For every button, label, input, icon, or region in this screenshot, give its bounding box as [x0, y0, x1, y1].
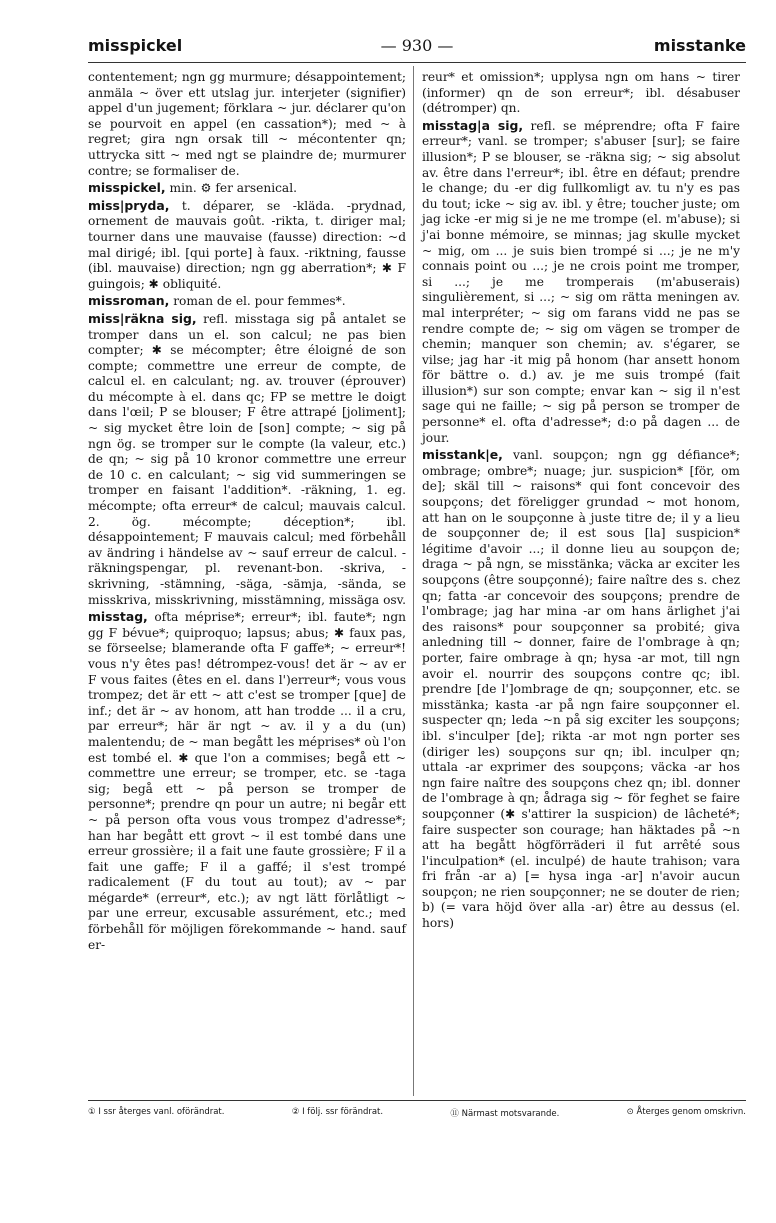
entry-lemma: miss|pryda,	[88, 197, 170, 213]
entry-text: contentement; ngn gg murmure; désappointement; anmäla ~ över ett utslag jur. interjeter (signifier) appel d'un jugement; förklara ~ jur. déclarer qu'on se pourvoit en appel (en cassation*); med ~ à regret; gira ngn orsak till ~ mécontenter qn; uttrycka sitt ~ med ngt se plaindre de; murmurer contre; se formaliser de.	[88, 70, 406, 178]
left-column	[88, 70, 406, 953]
dictionary-entry	[88, 311, 406, 608]
column-divider	[413, 66, 414, 1096]
page-number: — 930 —	[380, 36, 454, 55]
dictionary-entry	[88, 198, 406, 293]
entry-text: min. ⚙ fer arsenical.	[169, 181, 297, 196]
entry-text: refl. se méprendre; ofta F faire erreur*; vanl. se tromper; s'abuser [sur]; se faire illusion*; P se blouser, se -räkna sig; ~ sig absolut av. être dans l'erreur*; ibl. être en défaut; prendre le change; du -er dig fullkomligt av. tu n'y es pas du tout; icke ~ sig av. ibl. y être; toucher juste; om jag icke -er mig si je ne me trompe (el. m'abuse); si j'ai bonne mémoire, se minnas; jag skulle mycket ~ mig, om ... je suis bien trompé si ...; je ne m'y connais point ou ...; je ne crois point me tromper, si ...; je me tromperais (m'abuserais) singulièrement, si ...; ~ sig om rätta meningen av. mal interpréter; ~ sig om farans vidd ne pas se rendre compte de; ~ sig om vägen se tromper de chemin; manquer son chemin; av. s'égarer, se vilse; jag har -it mig på honom (har ansett honom för bättre o. d.) av. je me suis trompé (fait illusion*) sur son compte; envar kan ~ sig il n'est sage qui ne faille; ~ sig på person se tromper de personne* el. ofta d'adresse*; d:o på dagen ... de jour.	[422, 118, 741, 445]
footnote-changed: ② I följ. ssr förändrat.	[291, 1107, 384, 1117]
footnote-unchanged: ① I ssr återges vanl. oförändrat.	[88, 1107, 225, 1117]
dictionary-entry	[88, 293, 406, 310]
entry-text: vanl. soupçon; ngn gg défiance*; ombrage; ombre*; nuage; jur. suspicion* [för, om de]; skäl till ~ raisons* qui font concevoir des soupçons; det föreligger grundad ~ mot honom, att han on le soupçonne à juste titre de; il y a lieu de soupçonner de; il est sous [la] suspicion* légitime d'avoir ...; il donne lieu au soupçon de; draga ~ på ngn, se misstänka; väcka ar exciter les soupçons (être soupçonné); faire naître des s. chez qn; fatta -ar concevoir des soupçons; prendre de l'ombrage; jag har mina -ar om hans ärlighet j'ai des raisons* pour soupçonner sa probité; giva anledning till ~ donner, faire de l'ombrage à qn; porter, faire ombrage à qn; hysa -ar mot, till ngn avoir el. nourrir des soupçons contre qc; ibl. prendre [de l']ombrage de qn; soupçonner, etc. se misstänka; kasta -ar på ngn faire soupçonner el. suspecter qn; leda ~n på sig exciter les soupçons; ibl. s'inculper [de]; rikta -ar mot ngn porter ses (diriger les) soupçons sur qn; ibl. inculper qn; uttala -ar exprimer des soupçons; väcka -ar hos ngn faire naître des soupçons chez qn; ibl. donner de l'ombrage à qn; ådraga sig ~ för feghet se faire soupçonner (✱ s'attirer la suspicion) de lâcheté*; faire suspecter son courage; han häktades på ~n att ha begått högförräderi il fut arrêté sous l'inculpation* (el. inculpé) de haute trahison; vara fri från -ar a) [= hysa inga -ar] n'avoir aucun soupçon; ne rien soupçonner; ne se douter de rien; b) (= vara höjd över alla -ar) être au dessus (el. hors)	[422, 448, 740, 931]
dictionary-entry	[88, 609, 406, 953]
left-guide-word: misspickel	[88, 36, 183, 55]
entry-text: reur* et omission*; upplysa ngn om hans ~ tirer (informer) qn de son erreur*; ibl. désabuser (détromper) qn.	[422, 70, 740, 116]
entry-lemma: misstag|a sig,	[422, 117, 524, 133]
right-column	[422, 70, 740, 932]
header-rule	[88, 62, 746, 63]
entry-lemma: missroman,	[88, 293, 170, 309]
entry-text: t. déparer, se -kläda. -prydnad, ornement de mauvais goût. -rikta, t. diriger mal; tourner dans une mauvaise (fausse) direction: ~d mal dirigé; ibl. [qui porte] à faux. -riktning, fausse (ibl. mauvaise) direction; ngn gg aberration*; ✱ F guingois; ✱ obliquité.	[88, 198, 406, 291]
footnote-nearest-equivalent: ⑪ Närmast motsvarande.	[450, 1109, 560, 1119]
dictionary-entry	[88, 180, 406, 197]
entry-lemma: misstank|e,	[422, 447, 503, 463]
footer-rule	[88, 1100, 746, 1101]
page-header	[88, 36, 746, 60]
dictionary-entry	[422, 118, 740, 446]
right-guide-word: misstanke	[653, 36, 746, 55]
dictionary-entry	[422, 70, 740, 117]
footnote-paraphrase: ⊙ Återges genom omskrivn.	[626, 1107, 746, 1117]
entry-lemma: misstag,	[88, 609, 148, 625]
entry-text: ofta méprise*; erreur*; ibl. faute*; ngn gg F bévue*; quiproquo; lapsus; abus; ✱ faux pas, se förseelse; blamerande ofta F gaffe*; ~ erreur*! vous n'y êtes pas! détrompez-vous! det är ~ av er F vous faites (êtes en el. dans l')erreur*; vous vous trompez; det är ett ~ att c'est se tromper [que] de inf.; det är ~ av honom, att han trodde ... il a cru, par erreur*; här är ngt ~ av. il y a du (un) malentendu; de ~ man begått les méprises* où l'on est tombé el. ✱ que l'on a commises; begå ett ~ commettre une erreur; se tromper, etc. se -taga sig; begå ett ~ på person se tromper de personne*; prendre qn pour un autre; ni begår ett ~ på person ofta vous vous trompez d'adresse*; han har begått ett grovt ~ il est tombé dans une erreur grossière; il a fait une faute grossière; F il a fait une gaffe; F il a gaffé; il s'est trompé radicalement (F du tout au tout); av ~ par mégarde* (erreur*, etc.); av ngt lätt förlåtligt ~ par une erreur, excusable assurément, etc.; med förbehåll för möjligen förekommande ~ hand. sauf er-	[88, 610, 406, 952]
dictionary-entry	[88, 70, 406, 179]
entry-text: roman de el. pour femmes*.	[173, 294, 346, 309]
entry-lemma: misspickel,	[88, 180, 166, 196]
entry-lemma: miss|räkna sig,	[88, 310, 197, 326]
symbol-key-footer	[88, 1107, 746, 1119]
entry-text: refl. misstaga sig på antalet se tromper dans un el. son calcul; ne pas bien compter; ✱ se mécompter; être éloigné de son compte; commettre une erreur de compte, de calcul el. en calculant; ng. av. trouver (éprouver) du mécompte à el. dans qc; FP se mettre le doigt dans l'œil; P se blouser; F être attrapé [joliment]; ~ sig mycket être loin de [son] compte; ~ sig på ngn ög. se tromper sur le compte (la valeur, etc.) de qn; ~ sig på 10 kronor commettre une erreur de 10 c. en calculant; ~ sig vid summeringen se tromper en faisant l'addition*. -räkning, 1. eg. mécompte; ofta erreur* de calcul; mauvais calcul. 2. ög. mécompte; déception*; ibl. désappointement; F mauvais calcul; med förbehåll av ändring i händelse av ~ sauf erreur de calcul. -räkningspengar, pl. revenant-bon. -skriva, -skrivning, -stämning, -säga, -sämja, -sända, se misskriva, misskrivning, misstämning, missäga osv.	[88, 311, 407, 607]
dictionary-entry	[422, 447, 740, 931]
